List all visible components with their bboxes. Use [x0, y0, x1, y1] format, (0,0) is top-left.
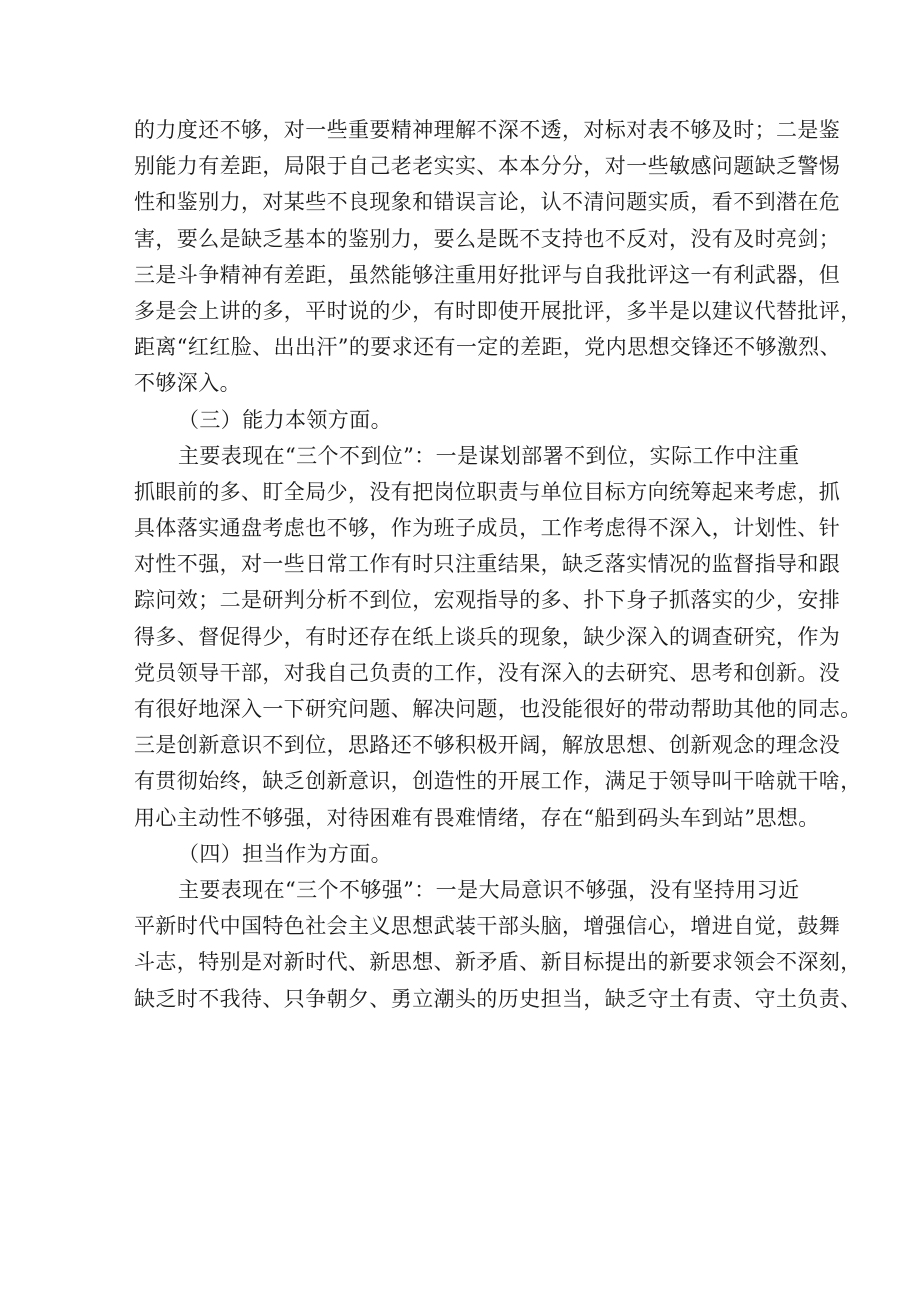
text-line: 三是斗争精神有差距，虽然能够注重用好批评与自我批评这一有利武器，但 — [134, 262, 841, 287]
paragraph-1 — [134, 112, 862, 402]
text-line: 用心主动性不够强，对待困难有畏难情绪，存在“船到码头车到站”思想。 — [134, 805, 820, 830]
text-line: 主要表现在“三个不到位”：一是谋划部署不到位，实际工作中注重 — [178, 443, 800, 468]
text-line: 别能力有差距，局限于自己老老实实、本本分分，对一些敏感问题缺乏警惕 — [134, 154, 841, 179]
text-line: 距离“红红脸、出出汗”的要求还有一定的差距，党内思想交锋还不够激烈、 — [134, 335, 842, 360]
text-line: 平新时代中国特色社会主义思想武装干部头脑，增强信心，增进自觉，鼓舞 — [134, 914, 841, 939]
text-line: 不够深入。 — [134, 371, 241, 396]
paragraph-2 — [134, 438, 862, 836]
text-line: 踪问效；二是研判分析不到位，宏观指导的多、扑下身子抓落实的少，安排 — [134, 588, 841, 613]
text-line: 斗志，特别是对新时代、新思想、新矛盾、新目标提出的新要求领会不深刻， — [134, 950, 862, 975]
text-line: 的力度还不够，对一些重要精神理解不深不透，对标对表不够及时；二是鉴 — [134, 118, 841, 142]
text-line: 害，要么是缺乏基本的鉴别力，要么是既不支持也不反对，没有及时亮剑； — [134, 226, 841, 251]
text-line: 得多、督促得少，有时还存在纸上谈兵的现象，缺少深入的调查研究，作为 — [134, 624, 841, 649]
section-heading-responsibility: （四）担当作为方面。 — [178, 841, 392, 866]
text-line: 性和鉴别力，对某些不良现象和错误言论，认不清问题实质，看不到潜在危 — [134, 190, 841, 215]
text-line: 三是创新意识不到位，思路还不够积极开阔，解放思想、创新观念的理念没 — [134, 733, 841, 758]
text-line: 对性不强，对一些日常工作有时只注重结果，缺乏落实情况的监督指导和跟 — [134, 552, 841, 577]
text-line: 主要表现在“三个不够强”：一是大局意识不够强，没有坚持用习近 — [178, 877, 800, 902]
text-line: 缺乏时不我待、只争朝夕、勇立潮头的历史担当，缺乏守土有责、守土负责、 — [134, 986, 862, 1011]
text-line: 抓眼前的多、盯全局少，没有把岗位职责与单位目标方向统筹起来考虑，抓 — [134, 479, 841, 504]
text-line: 有贯彻始终，缺乏创新意识，创造性的开展工作，满足于领导叫干啥就干啥， — [134, 769, 862, 794]
paragraph-3 — [134, 872, 862, 1017]
section-heading-ability: （三）能力本领方面。 — [178, 407, 392, 432]
text-line: 有很好地深入一下研究问题、解决问题，也没能很好的带动帮助其他的同志。 — [134, 697, 862, 721]
text-line: 多是会上讲的多，平时说的少，有时即使开展批评，多半是以建议代替批评， — [134, 298, 862, 323]
text-line: 具体落实通盘考虑也不够，作为班子成员，工作考虑得不深入，计划性、针 — [134, 516, 841, 541]
document-body — [134, 112, 862, 1017]
text-line: 党员领导干部，对我自己负责的工作，没有深入的去研究、思考和创新。没 — [134, 660, 841, 685]
